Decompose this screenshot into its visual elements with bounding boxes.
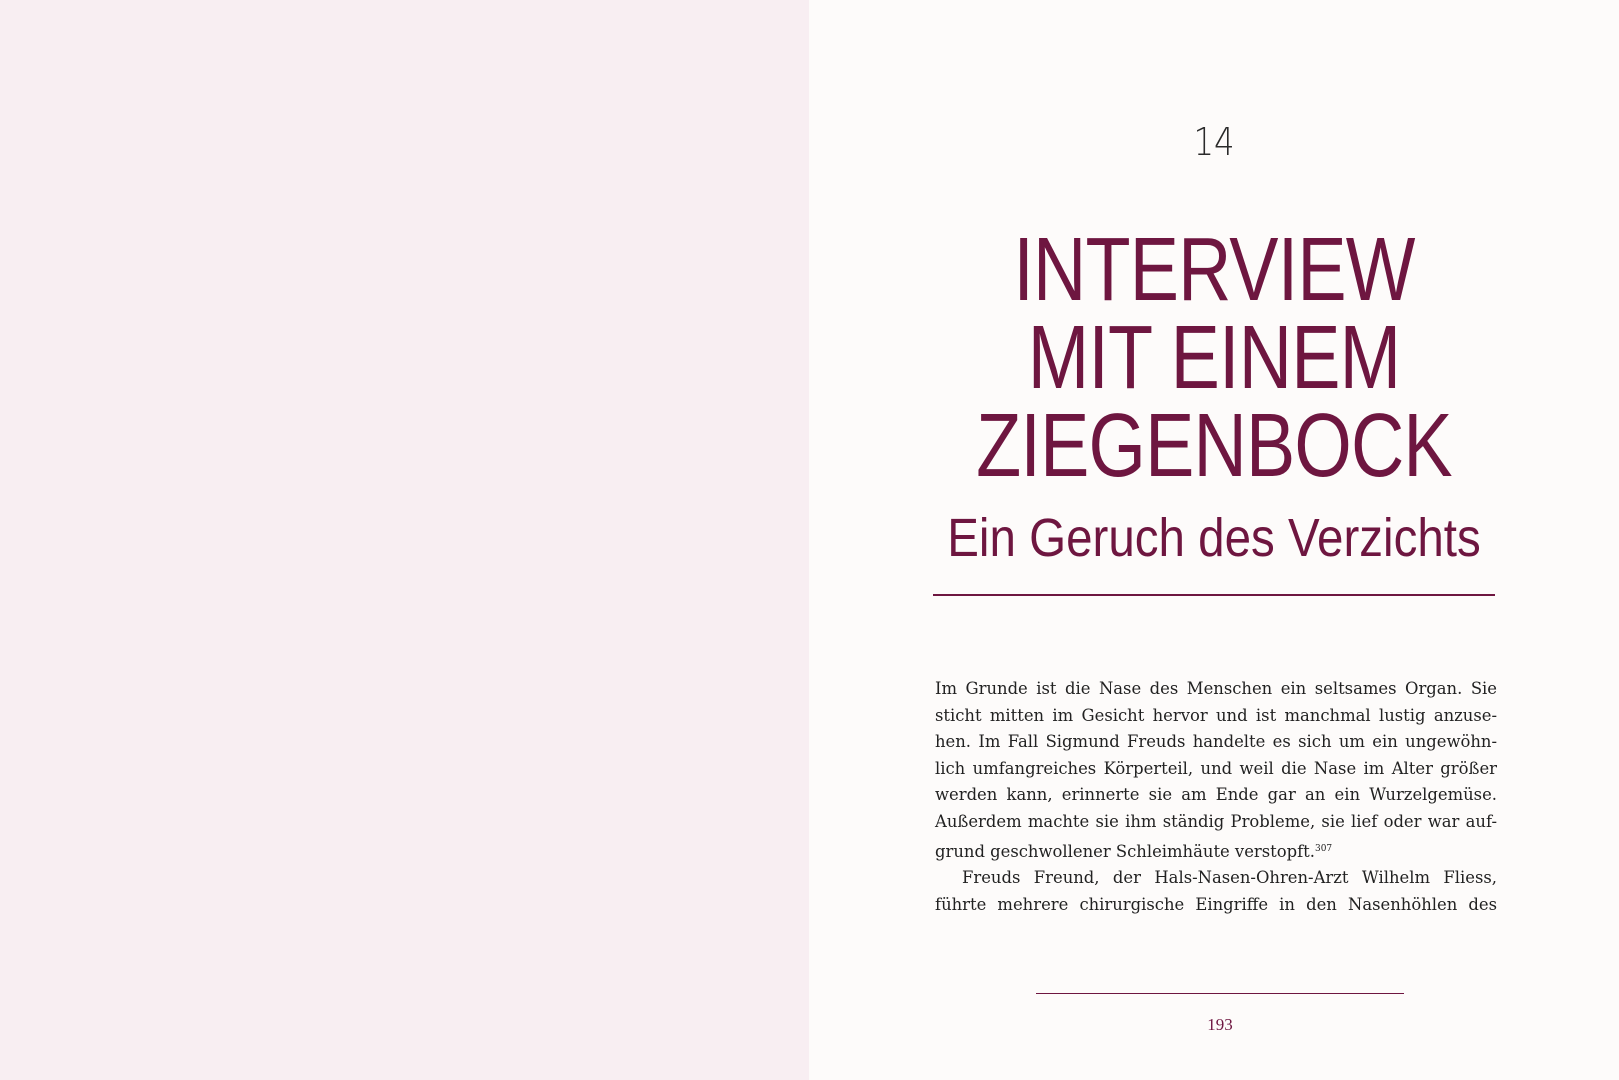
- body-text: [935, 676, 1497, 918]
- title-line: MIT EINEM: [1027, 308, 1401, 408]
- chapter-subtitle: Ein Geruch des Verzichts: [947, 508, 1481, 568]
- text-line: hen. Im Fall Sigmund Freuds handelte es sich um ein ungewöhn-: [935, 732, 1497, 752]
- chapter-title: [882, 220, 1546, 496]
- left-blank-page: [0, 0, 809, 1080]
- text-line: Außerdem machte sie ihm ständig Probleme, sie lief oder war auf-: [935, 811, 1497, 831]
- title-divider: [933, 594, 1495, 596]
- text-line-content: grund geschwollener Schleimhäute verstopft.: [935, 841, 1315, 861]
- text-line: sticht mitten im Gesicht hervor und ist manchmal lustig anzuse-: [935, 705, 1497, 725]
- text-line: Im Grunde ist die Nase des Menschen ein seltsames Organ. Sie: [935, 679, 1497, 698]
- text-line: lich umfangreiches Körperteil, und weil die Nase im Alter größer: [935, 758, 1497, 778]
- text-line: Freuds Freund, der Hals-Nasen-Ohren-Arzt Wilhelm Fliess,: [962, 868, 1497, 888]
- right-page: [809, 0, 1619, 1080]
- text-line: führte mehrere chirurgische Eingriffe in den Nasenhöhlen des: [935, 894, 1497, 914]
- title-line: ZIEGENBOCK: [976, 396, 1452, 496]
- footnote-reference[interactable]: 307: [1314, 843, 1333, 854]
- text-line: [935, 836, 1497, 866]
- text-line: werden kann, erinnerte sie am Ende gar an ein Wurzelgemüse.: [935, 785, 1497, 805]
- footer-divider: [1036, 993, 1404, 994]
- title-line: INTERVIEW: [1013, 220, 1415, 320]
- chapter-number: 14: [1193, 120, 1235, 164]
- page-number: 193: [1207, 1015, 1233, 1034]
